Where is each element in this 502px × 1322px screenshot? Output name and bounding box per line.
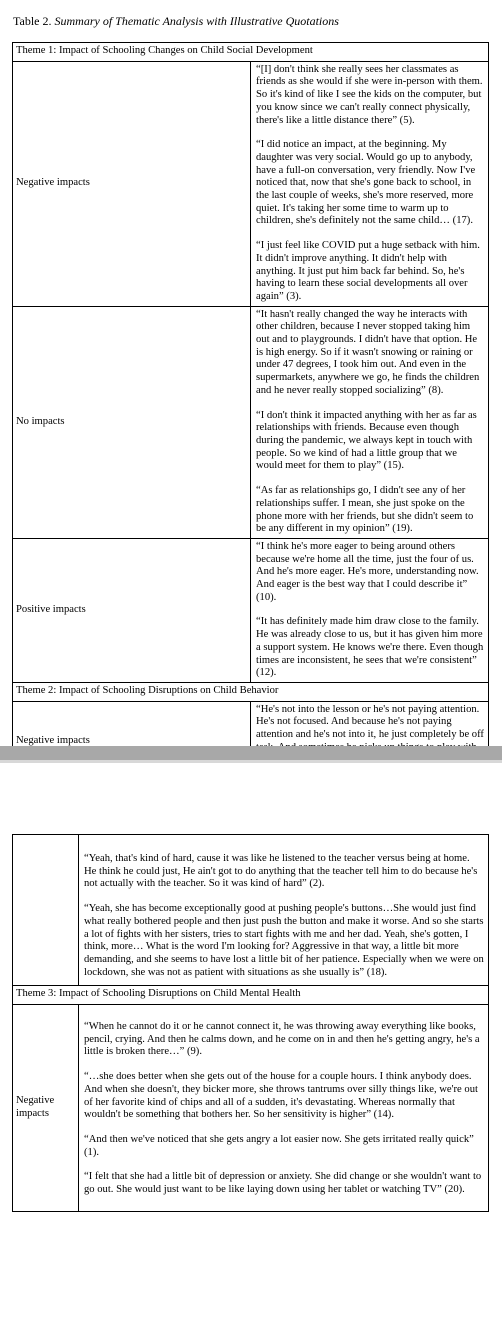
quote: “And then we've noticed that she gets angry a lot easier now. She gets irritated really quick” (1). (84, 1133, 474, 1158)
table-row (13, 538, 489, 682)
table-row (13, 835, 489, 986)
quote: “It hasn't really changed the way he interacts with other children, because I never stopped taking him out and to playgrounds. I didn't have that option. He is high energy. So if it wasn't snowing or raining or under 47 degrees, I took him out. And even in the supermarkets, anywhere we go, he finds the children and he never really stopped socializing” (8). (256, 308, 480, 396)
quotes-cell (251, 538, 489, 682)
quote: “When he cannot do it or he cannot connect it, he was throwing away everything like books, pencil, crying. And then he calms down, and he come on in and then he's getting angry, he's a little is broken there…” (9). (84, 1021, 480, 1058)
quote: “…she does better when she gets out of the house for a couple hours. I think anybody does. And when she doesn't, they bicker more, she throws tantrums over silly things like, we're out of her favorite kind of chips and all of a sudden, it's devastating. Whereas normally that wouldn't be something that bothers her. So her sensitivity is higher” (14). (84, 1071, 478, 1121)
category-label: Negative impacts (13, 701, 251, 782)
table-row (13, 306, 489, 538)
theme-row (13, 986, 489, 1005)
theme-2-title: Theme 2: Impact of Schooling Disruptions on Child Behavior (13, 682, 489, 701)
quote: “Yeah, she has become exceptionally good at pushing people's buttons…She would just find what really bothered people and then just push the button and make it worse. And so she starts a lot of fights with her sisters, tries to start fights with me and her dad. Yeah, she's gotten, I think, more… What is the word I'm looking for? Aggressive in that way, a little bit more demanding, and she seems to have lost a little bit of her patience. Especially when we were on lockdown, she was not as patient with situations as she usually is” (18). (84, 903, 484, 978)
category-label: No impacts (13, 306, 251, 538)
quote: “I just feel like COVID put a huge setback with him. It didn't improve anything. It didn't help with anything. It just put him back far behind. So, he's having to learn these social developments all over again” (3). (256, 240, 480, 302)
thematic-analysis-table (12, 42, 489, 783)
quotes-cell (251, 306, 489, 538)
quote: “I think he's more eager to being around others because we're home all the time, just the four of us. And he's more eager. He's more, understanding now. And eager is the best way that I could describe it” (10). (256, 540, 479, 603)
table-row (13, 61, 489, 306)
quote: “It has definitely made him draw close to the family. He was already close to us, but it has given him more a support system. He knows we're there. Even though times are inconsistent, he sees that we're consistent” (12). (256, 616, 484, 679)
table-row (13, 1005, 489, 1212)
table-number: Table 2. (13, 14, 52, 28)
theme-row (13, 43, 489, 62)
quote: “I felt that she had a little bit of depression or anxiety. She did change or she wouldn't want to go out. She would just want to be like laying down using her tablet or watching TV” (20). (84, 1171, 482, 1196)
category-label: Negative impacts (13, 1005, 79, 1212)
quote: “As far as relationships go, I didn't see any of her relationships suffer. I mean, she just spoke on the phone more with her friends, but she didn't seem to be any different in my opinion” (19). (256, 485, 474, 535)
category-label: Negative impacts (13, 61, 251, 306)
theme-row (13, 682, 489, 701)
page-2 (0, 763, 502, 1322)
table-title: Summary of Thematic Analysis with Illustrative Quotations (54, 14, 339, 28)
table-caption (13, 13, 339, 29)
theme-3-title: Theme 3: Impact of Schooling Disruptions on Child Mental Health (13, 986, 489, 1005)
quote: “He's not into the lesson or he's not paying attention. He's not focused. And because he's not paying attention and he's not into it, he just completely be off (256, 703, 484, 741)
thematic-analysis-table-continued (12, 834, 489, 1212)
quote: “Yeah, that's kind of hard, cause it was like he listened to the teacher versus being at home. He think he could just, He ain't got to do anything that the teacher tell him to do because he's not actually with the teacher. So it was kind of hard” (2). (84, 853, 478, 890)
quotes-cell (79, 1005, 489, 1212)
quote: “[I] don't think she really sees her classmates as friends as she would if she were in-person with them. So it's kind of like I see the kids on the computer, but you know since we can't really connect physically, there's like a little distance there” (5). (256, 63, 483, 126)
quotes-cell (251, 61, 489, 306)
page-break-divider (0, 746, 502, 760)
category-label-empty (13, 835, 79, 986)
theme-1-title: Theme 1: Impact of Schooling Changes on Child Social Development (13, 43, 489, 62)
quotes-cell (79, 835, 489, 986)
category-label: Positive impacts (13, 538, 251, 682)
quote: “I did notice an impact, at the beginning. My daughter was very social. Would go up to anybody, have a full-on conversation, very friendly. Now I've noticed that, now that she's gone back to school, in the last couple of weeks, she's more reserved, more quiet. It's taking her some time to warm up to children, she's definitely not the same child… (17). (256, 139, 476, 227)
quote: “I don't think it impacted anything with her as far as relationships with friends. Because even though during the pandemic, we always kept in touch with people. So we kind of had a little group that we would meet for them to play” (15). (256, 409, 477, 472)
